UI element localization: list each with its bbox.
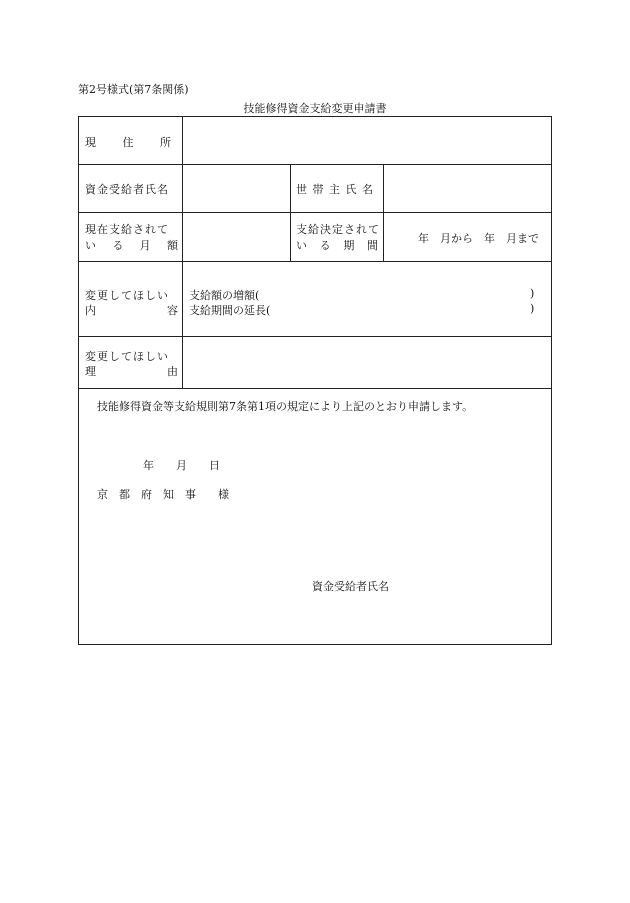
monthly-amount-field[interactable] <box>184 214 288 260</box>
paren-close-2: ) <box>530 302 535 315</box>
application-date[interactable]: 年 月 日 <box>143 459 220 472</box>
address-field[interactable] <box>184 118 550 163</box>
change-content-label-2: 内 容 <box>85 304 178 317</box>
household-head-field[interactable] <box>385 166 550 211</box>
change-content-label-1: 変更してほしい <box>85 289 169 302</box>
column-divider <box>290 164 291 261</box>
period-value[interactable]: 年 月から 年 月まで <box>418 232 539 245</box>
recipient-name-label: 資金受給者氏名 <box>85 183 169 196</box>
paren-close-1: ) <box>530 287 535 300</box>
monthly-amount-label-2: い る 月 額 <box>85 239 178 252</box>
change-option-amount[interactable]: 支給額の増額( <box>189 289 260 302</box>
row-divider <box>79 261 551 262</box>
row-divider <box>79 336 551 337</box>
addressee: 京 都 府 知 事 様 <box>97 488 229 501</box>
row-divider <box>79 164 551 165</box>
monthly-amount-label-1: 現在支給されて <box>85 223 169 236</box>
period-label-1: 支給決定されて <box>296 223 380 236</box>
household-head-label: 世 帯 主 氏 名 <box>296 183 374 196</box>
change-option-period[interactable]: 支給期間の延長( <box>189 304 271 317</box>
declaration-statement: 技能修得資金等支給規則第7条第1項の規定により上記のとおり申請します。 <box>97 400 474 413</box>
period-label-2: い る 期 間 <box>296 239 378 252</box>
reason-label-2: 理 由 <box>85 365 178 378</box>
column-divider <box>383 164 384 261</box>
application-form-table <box>78 116 552 645</box>
address-label: 現 住 所 <box>85 136 171 149</box>
document-title: 技能修得資金支給変更申請書 <box>243 102 387 115</box>
row-divider <box>79 212 551 213</box>
reason-field[interactable] <box>184 338 550 387</box>
row-divider <box>79 388 551 389</box>
reason-label-1: 変更してほしい <box>85 350 169 363</box>
recipient-name-field[interactable] <box>184 166 288 211</box>
column-divider <box>182 117 183 388</box>
applicant-name-label: 資金受給者氏名 <box>312 580 389 593</box>
form-number: 第2号様式(第7条関係) <box>78 83 189 96</box>
